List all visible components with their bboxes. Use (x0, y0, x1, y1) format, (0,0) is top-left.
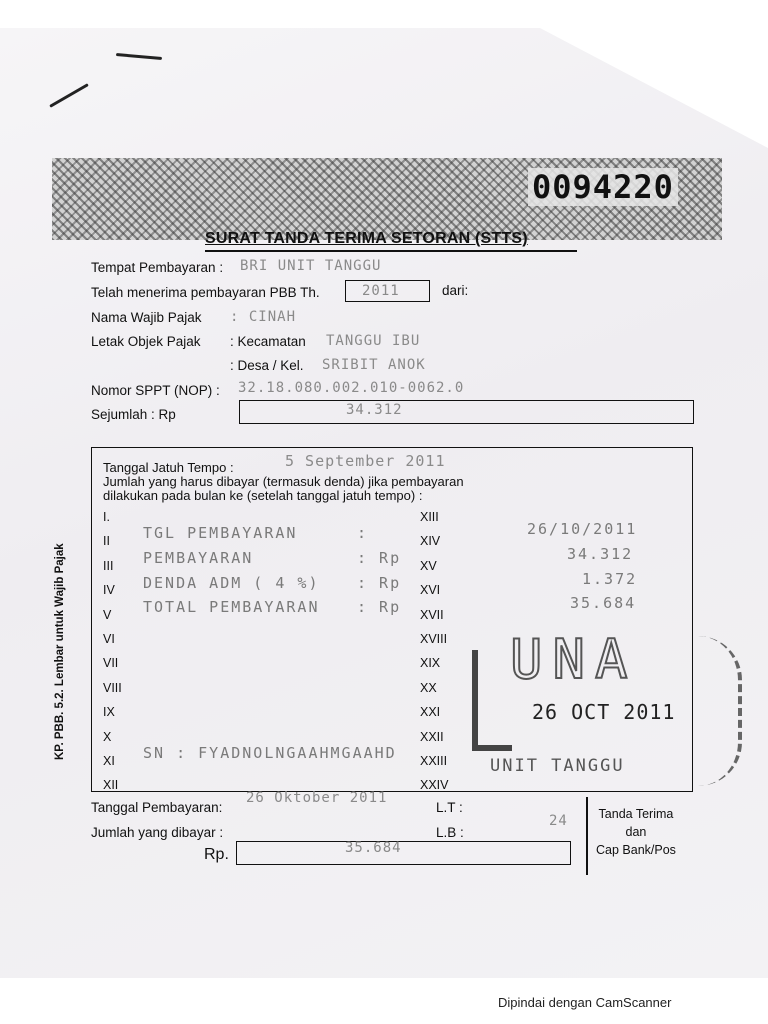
tanggal-pembayaran-value: 26 Oktober 2011 (246, 790, 388, 806)
stamp-date: 26 OCT 2011 (532, 700, 676, 724)
sejumlah-box (239, 400, 694, 424)
print-row-value: 35.684 (570, 594, 637, 612)
right-numeral: XVI (420, 583, 441, 598)
nama-wajib-pajak-value: : CINAH (230, 309, 297, 325)
left-numeral: XII (103, 778, 119, 793)
print-row-label: TOTAL PEMBAYARAN (143, 598, 320, 616)
left-numeral: IX (103, 705, 115, 720)
tanggal-pembayaran-label: Tanggal Pembayaran: (91, 800, 223, 815)
jumlah-note-line2: dilakukan pada bulan ke (setelah tanggal jatuh tempo) : (103, 488, 423, 503)
jumlah-dibayar-value: 35.684 (345, 840, 402, 856)
sejumlah-value: 34.312 (346, 402, 403, 418)
right-numeral: XXIII (420, 754, 448, 768)
left-numeral: VIII (103, 680, 122, 695)
tempat-pembayaran-value: BRI UNIT TANGGU (240, 258, 382, 274)
title-underline (205, 250, 577, 252)
print-row-sep: : (357, 524, 369, 542)
dari-label: dari: (442, 283, 469, 298)
sign-line: Cap Bank/Pos (596, 843, 676, 857)
scanner-footer: Dipindai dengan CamScanner (498, 995, 672, 1010)
left-numeral: IV (103, 583, 115, 598)
print-row-value: 26/10/2011 (527, 520, 638, 538)
stamp-unit: UNIT TANGGU (490, 756, 625, 776)
tanggal-jatuh-tempo-label: Tanggal Jatuh Tempo : (103, 460, 234, 475)
right-numeral: XXIV (420, 778, 449, 793)
left-numeral: X (103, 729, 112, 744)
letak-objek-pajak-label: Letak Objek Pajak (91, 334, 201, 349)
sign-block-divider (586, 797, 588, 875)
lb-label: L.B : (436, 825, 464, 840)
nomor-sppt-value: 32.18.080.002.010-0062.0 (238, 380, 465, 396)
stamp-bracket (472, 650, 512, 751)
jumlah-dibayar-label: Jumlah yang dibayar : (91, 825, 224, 840)
document-title: SURAT TANDA TERIMA SETORAN (STTS) (205, 230, 528, 247)
sejumlah-label: Sejumlah : Rp (91, 407, 176, 422)
right-numeral: XXII (420, 729, 444, 744)
lb-value: 24 (549, 813, 568, 829)
right-numeral: XVII (420, 607, 444, 622)
serial-number: 0094220 (528, 168, 678, 206)
left-numeral: III (103, 558, 114, 573)
tempat-pembayaran-label: Tempat Pembayaran : (91, 260, 224, 275)
kecamatan-value: TANGGU IBU (326, 333, 421, 349)
tanggal-jatuh-tempo-value: 5 September 2011 (285, 452, 446, 470)
telah-menerima-label: Telah menerima pembayaran PBB Th. (91, 285, 320, 300)
side-note: KP. PBB. 5.2. Lembar untuk Wajib Pajak (54, 543, 66, 760)
jumlah-note-line1: Jumlah yang harus dibayar (termasuk denda) jika pembayaran (103, 474, 464, 489)
lt-label: L.T : (436, 800, 463, 815)
round-stamp-edge (698, 636, 742, 786)
print-row-label: DENDA ADM ( 4 %) (143, 574, 320, 592)
nomor-sppt-label: Nomor SPPT (NOP) : (91, 383, 220, 398)
print-row-label: PEMBAYARAN (143, 549, 254, 567)
print-row-value: 1.372 (582, 570, 638, 588)
left-numeral: VII (103, 656, 119, 671)
desa-label: : Desa / Kel. (230, 358, 304, 373)
paper-fold-corner (540, 28, 768, 148)
left-numeral: II (103, 534, 110, 549)
print-row-label: TGL PEMBAYARAN (143, 524, 298, 542)
right-numeral: XVIII (420, 632, 448, 646)
right-numeral: XV (420, 558, 437, 573)
print-row-sep: : Rp (357, 574, 402, 592)
tahun-value: 2011 (362, 283, 400, 299)
right-numeral: XXI (420, 705, 441, 720)
kecamatan-label: : Kecamatan (230, 334, 306, 349)
print-row-sep: : Rp (357, 598, 402, 616)
print-row-value: 34.312 (567, 545, 634, 563)
sign-block (596, 805, 676, 859)
left-numeral: XI (103, 754, 115, 768)
right-numeral: XX (420, 680, 437, 695)
reference-code: SN : FYADNOLNGAAHMGAAHD (143, 744, 397, 762)
sign-line: dan (625, 825, 647, 839)
left-numeral: VI (103, 632, 115, 646)
right-numeral: XIII (420, 510, 439, 524)
jumlah-dibayar-box (236, 841, 571, 865)
lunas-stamp: UNA (510, 628, 638, 691)
right-numeral: XIV (420, 534, 441, 549)
print-row-sep: : Rp (357, 549, 402, 567)
left-numeral: V (103, 607, 112, 622)
left-numeral: I. (103, 510, 110, 524)
sign-line: Tanda Terima (598, 807, 674, 821)
nama-wajib-pajak-label: Nama Wajib Pajak (91, 310, 202, 325)
rp-label: Rp. (204, 846, 229, 863)
right-numeral: XIX (420, 656, 441, 671)
desa-value: SRIBIT ANOK (322, 357, 426, 373)
